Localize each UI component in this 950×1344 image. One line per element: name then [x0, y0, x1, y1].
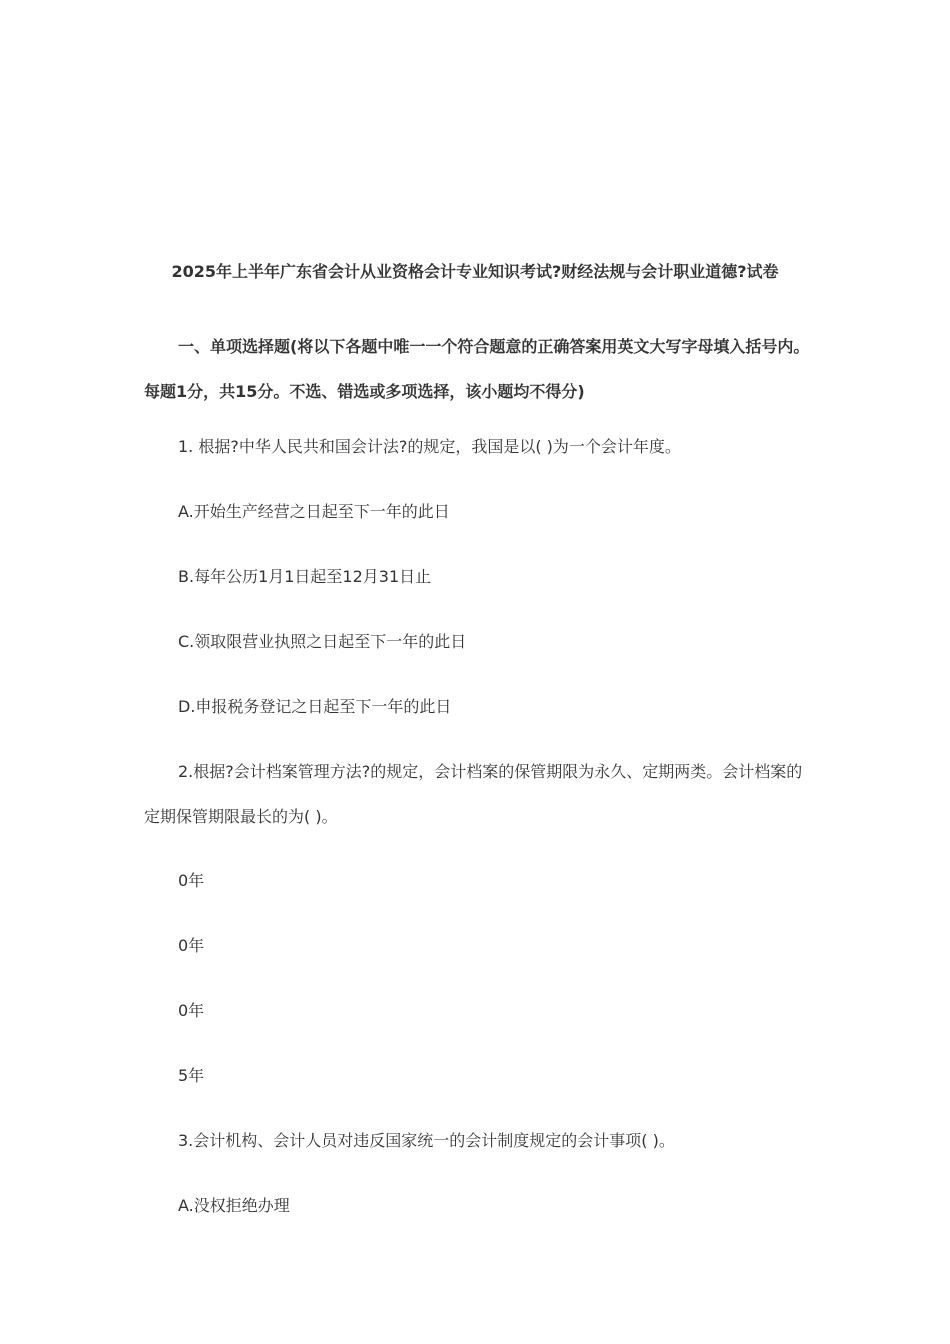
question-2-option-4: 5年	[178, 1066, 205, 1085]
question-1-option-c: C.领取限营业执照之日起至下一年的此日	[178, 632, 467, 651]
question-2-option-3: 0年	[178, 1001, 205, 1020]
question-1-stem: 1. 根据?中华人民共和国会计法?的规定，我国是以( )为一个会计年度。	[178, 437, 681, 456]
document-title: 2025年上半年广东省会计从业资格会计专业知识考试?财经法规与会计职业道德?试卷	[171, 262, 779, 281]
question-2-option-2: 0年	[178, 936, 205, 955]
section-heading: 一、单项选择题(将以下各题中唯一一个符合题意的正确答案用英文大写字母填入括号内。每题1分，共15分。不选、错选或多项选择，该小题均不得分)	[144, 337, 810, 401]
question-1-option-a: A.开始生产经营之日起至下一年的此日	[178, 502, 450, 521]
question-2-stem: 2.根据?会计档案管理方法?的规定，会计档案的保管期限为永久、定期两类。会计档案的定期保管期限最长的为( )。	[144, 762, 803, 826]
question-1-option-b: B.每年公历1月1日起至12月31日止	[178, 567, 432, 586]
question-1-option-d: D.申报税务登记之日起至下一年的此日	[178, 697, 452, 716]
question-3-option-a: A.没权拒绝办理	[178, 1196, 290, 1215]
question-3-stem: 3.会计机构、会计人员对违反国家统一的会计制度规定的会计事项( )。	[178, 1131, 675, 1150]
question-2-option-1: 0年	[178, 871, 205, 890]
